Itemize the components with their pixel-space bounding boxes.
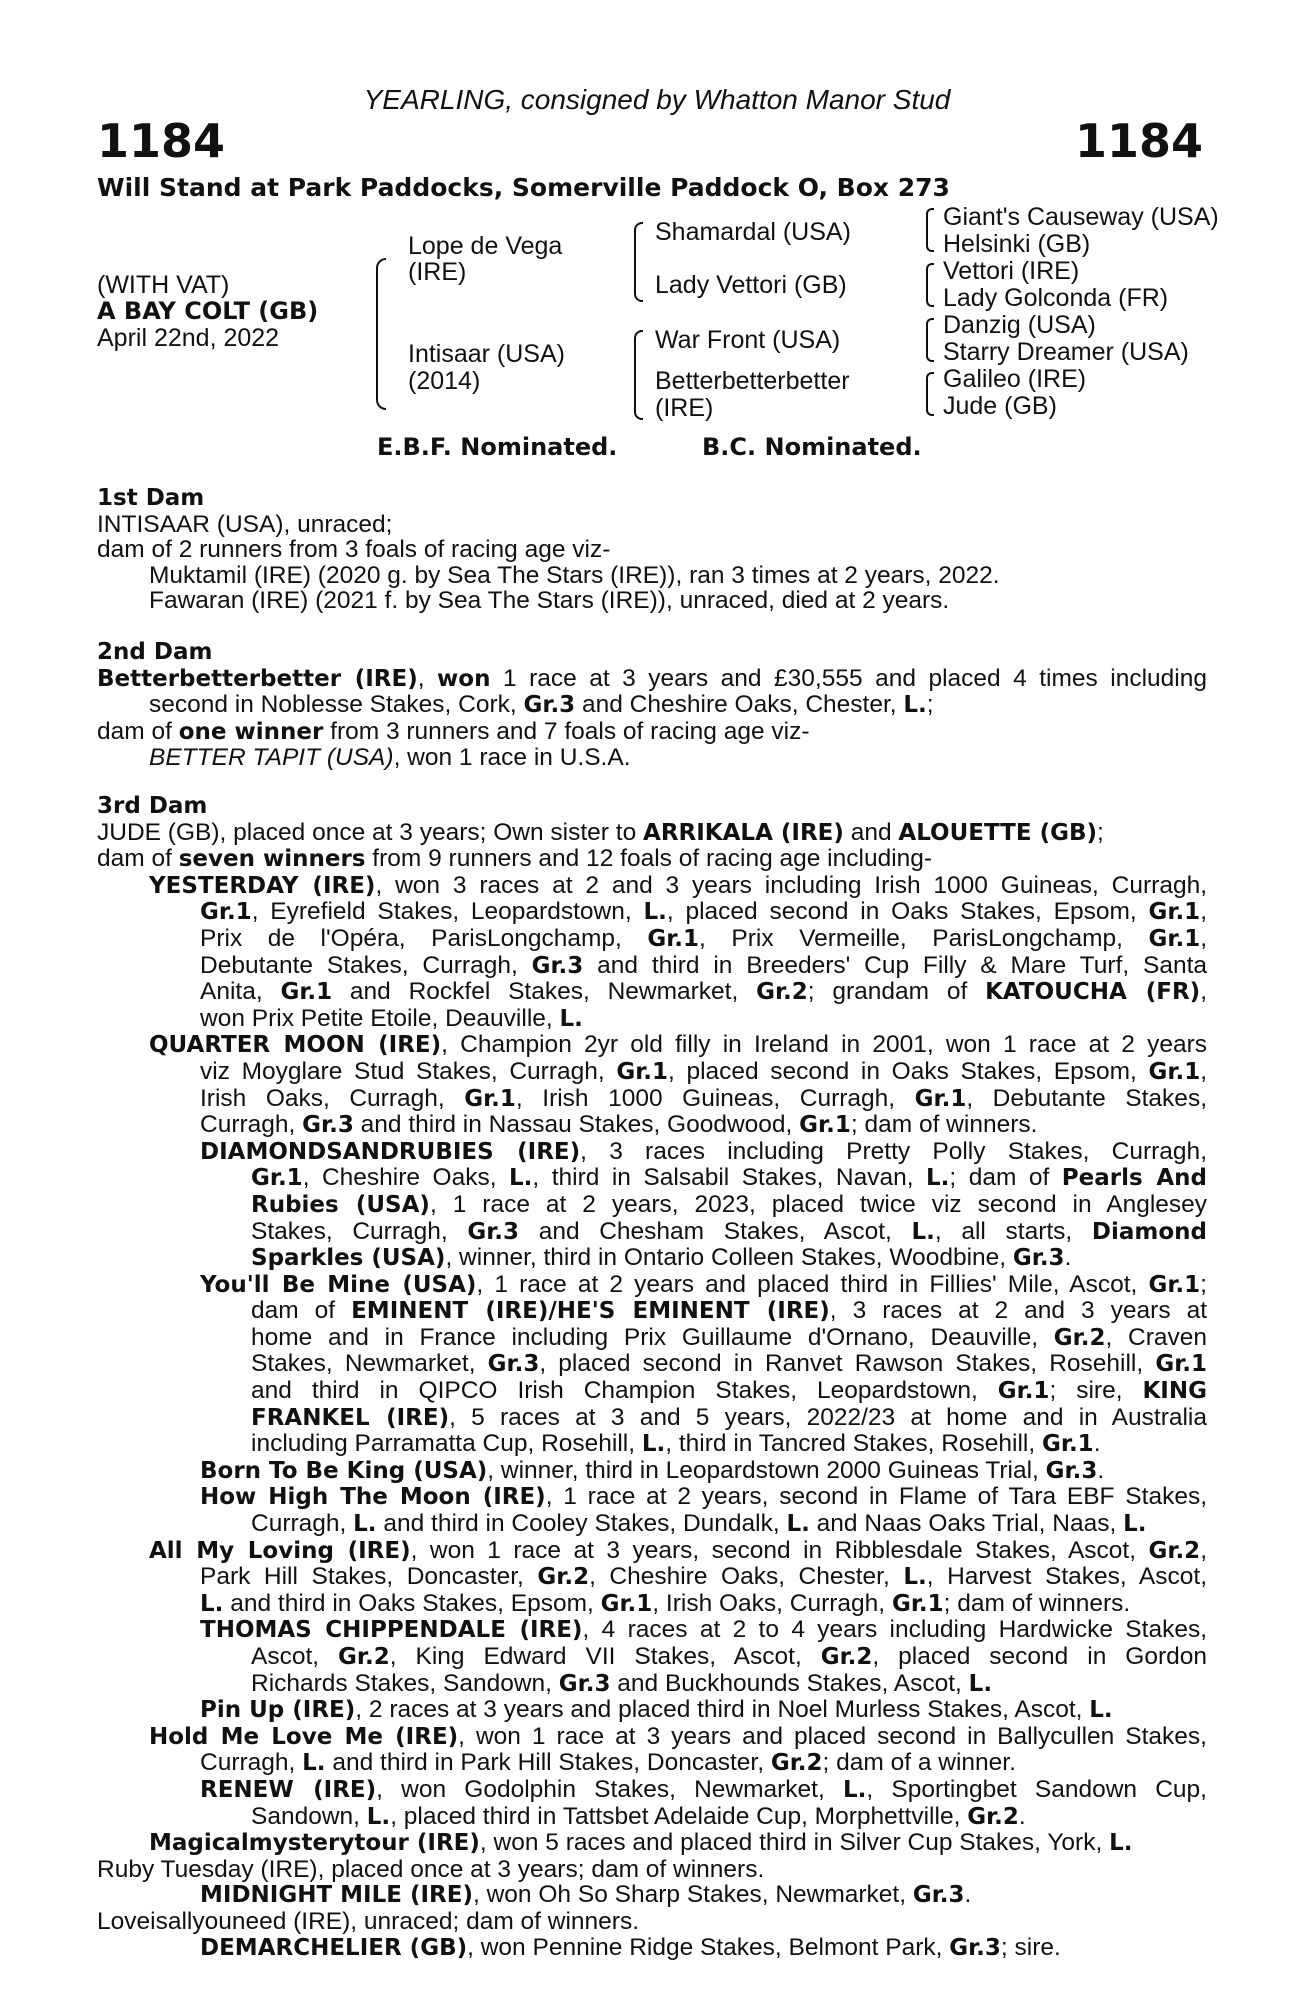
text: , Champion 2yr old filly in Ireland in 2001, won 1 race at 2 years	[441, 1031, 1207, 1059]
produce-entry	[97, 1909, 1207, 1935]
bold-text: How High The Moon (IRE)	[200, 1484, 546, 1511]
stand-location: Will Stand at Park Paddocks, Somerville Paddock O, Box 273	[97, 173, 950, 202]
brace-ds	[926, 318, 934, 362]
second-dam-section	[97, 640, 1207, 771]
text: Loveisallyouneed (IRE), unraced; dam of winners.	[97, 1907, 640, 1935]
sire-origin: (IRE)	[408, 258, 467, 286]
produce-entry-continuation	[97, 1378, 1207, 1405]
produce-entry-continuation	[97, 1511, 1207, 1538]
bold-text: All My Loving (IRE)	[149, 1537, 411, 1564]
bold-text: L.	[926, 1165, 950, 1192]
text: , won 1 race at 3 years and placed second in Ballycullen Stakes,	[458, 1722, 1207, 1750]
text: , Irish Oaks, Curragh,	[652, 1589, 892, 1617]
produce-entry-continuation	[97, 1192, 1207, 1219]
bold-text: Gr.1	[251, 1165, 303, 1192]
bold-text: Gr.1	[1042, 1431, 1094, 1458]
text: and Rockfel Stakes, Newmarket,	[332, 978, 757, 1006]
produce-entry	[97, 1777, 1207, 1804]
bold-text: You'll Be Mine (USA)	[200, 1271, 477, 1298]
bold-text: YESTERDAY (IRE)	[149, 872, 376, 899]
text: ; grandam of	[807, 978, 986, 1006]
text: dam of	[251, 1297, 352, 1325]
bold-text: Gr.3	[531, 952, 584, 979]
text: and Naas Oaks Trial, Naas,	[809, 1510, 1124, 1538]
produce-entry	[97, 1697, 1207, 1724]
second-dam-line: Betterbetterbetter (IRE), won 1 race at 3 years and £30,555 and placed 4 times including	[97, 664, 1207, 692]
text: Stakes, Curragh,	[251, 1217, 468, 1245]
text: , Sportingbet Sandown Cup,	[866, 1775, 1207, 1803]
bold-text: Gr.3	[912, 1882, 965, 1909]
text: , Harvest Stakes, Ascot,	[926, 1563, 1208, 1591]
bold-text: Gr.2	[770, 1750, 823, 1777]
text: including Parramatta Cup, Rosehill,	[251, 1430, 642, 1458]
text: , Eyrefield Stakes, Leopardstown,	[251, 898, 644, 926]
ped-ssd: Helsinki (GB)	[943, 230, 1091, 258]
bold-text: L.	[1123, 1511, 1147, 1538]
second-dam-line: second in Noblesse Stakes, Cork, Gr.3 and Cheshire Oaks, Chester, L.;	[149, 691, 934, 719]
bold-text: L.	[353, 1511, 377, 1538]
second-dam-produce: BETTER TAPIT (USA), won 1 race in U.S.A.	[149, 744, 631, 772]
produce-entry-continuation	[97, 1750, 1207, 1777]
second-dam-heading: 2nd Dam	[97, 639, 213, 665]
text: Curragh,	[251, 1510, 354, 1538]
text: , Cheshire Oaks, Chester,	[589, 1563, 904, 1591]
bold-text: KING	[1142, 1378, 1207, 1405]
text: ; sire.	[1000, 1933, 1061, 1961]
text: Curragh,	[200, 1749, 303, 1777]
produce-entry-continuation	[97, 1219, 1207, 1246]
bold-text: Gr.1	[1148, 1058, 1201, 1085]
text: , 1 race at 2 years and placed third in Fillies' Mile, Ascot,	[476, 1270, 1149, 1298]
bc-nomination: B.C. Nominated.	[702, 433, 922, 461]
bold-text: Gr.1	[1148, 925, 1201, 952]
bold-text: L.	[968, 1670, 993, 1697]
ped-sds: Vettori (IRE)	[943, 257, 1080, 285]
text: , won 3 races at 2 and 3 years including Irish 1000 Guineas, Curragh,	[375, 871, 1207, 899]
bold-text: L.	[302, 1750, 326, 1777]
text: Stakes, Newmarket,	[251, 1350, 488, 1378]
produce-entry	[97, 1139, 1207, 1166]
produce-entry	[97, 1724, 1207, 1751]
text: , Cheshire Oaks,	[302, 1164, 509, 1192]
produce-entry-continuation	[97, 979, 1207, 1006]
produce-entry	[97, 1538, 1207, 1565]
produce-entry-continuation	[97, 953, 1207, 980]
text: Ruby Tuesday (IRE), placed once at 3 years; dam of winners.	[97, 1855, 765, 1883]
text: , won 5 races and placed third in Silver Cup Stakes, York,	[479, 1829, 1110, 1857]
text: Ascot,	[251, 1643, 339, 1670]
bold-text: L.	[1089, 1697, 1113, 1724]
produce-entry-continuation	[97, 1325, 1207, 1352]
text: , placed second in Oaks Stakes, Epsom,	[666, 898, 1149, 926]
bold-text: Gr.1	[891, 1590, 944, 1617]
ped-sss: Giant's Causeway (USA)	[943, 203, 1219, 231]
brace-horse	[376, 258, 386, 410]
text: , 1 race at 2 years, second in Flame of Tara EBF Stakes,	[545, 1483, 1208, 1511]
text: ,	[1200, 1536, 1207, 1564]
lot-number-left: 1184	[97, 114, 226, 168]
bold-text: Gr.2	[1148, 1537, 1201, 1564]
bold-text: RENEW (IRE)	[200, 1776, 377, 1803]
bold-text: L.	[1109, 1830, 1133, 1857]
text: ,	[1200, 898, 1207, 926]
ebf-nomination: E.B.F. Nominated.	[377, 433, 618, 461]
text: , 2 races at 3 years and placed third in Noel Murless Stakes, Ascot,	[355, 1696, 1090, 1724]
text: ,	[1200, 1057, 1208, 1085]
text: , all starts,	[934, 1217, 1092, 1245]
text: , Craven	[1105, 1323, 1207, 1351]
sire-name: Lope de Vega	[408, 232, 563, 260]
bold-text: EMINENT (IRE)/HE'S EMINENT (IRE)	[351, 1298, 830, 1325]
text: and Buckhounds Stakes, Ascot,	[610, 1669, 969, 1697]
bold-text: L.	[641, 1431, 666, 1458]
text: and third in Park Hill Stakes, Doncaster,	[325, 1749, 771, 1777]
bold-text: DEMARCHELIER (GB)	[200, 1934, 468, 1961]
consignment-line: YEARLING, consigned by Whatton Manor Stud	[363, 84, 951, 115]
first-dam-line: INTISAAR (USA), unraced;	[97, 510, 393, 538]
text: , Debutante Stakes,	[966, 1084, 1207, 1112]
text: , King Edward VII Stakes, Ascot,	[389, 1643, 821, 1670]
bold-text: Gr.1	[200, 899, 252, 926]
text: Curragh,	[200, 1111, 303, 1139]
bold-text: Gr.3	[949, 1934, 1001, 1961]
bold-text: Gr.2	[537, 1564, 590, 1591]
ped-dds: Galileo (IRE)	[943, 365, 1087, 393]
ped-dsd: Starry Dreamer (USA)	[943, 338, 1189, 366]
text: , won Oh So Sharp Stakes, Newmarket,	[473, 1881, 913, 1909]
bold-text: Pearls And	[1061, 1165, 1208, 1192]
bold-text: Pin Up (IRE)	[200, 1697, 356, 1724]
text: , third in Salsabil Stakes, Navan,	[532, 1164, 926, 1192]
text: and third in QIPCO Irish Champion Stakes, Leopardstown,	[251, 1377, 998, 1405]
bold-text: Gr.1	[647, 925, 700, 952]
first-dam-produce: Fawaran (IRE) (2021 f. by Sea The Stars (IRE)), unraced, died at 2 years.	[149, 587, 950, 615]
text: , won Pennine Ridge Stakes, Belmont Park,	[467, 1933, 950, 1961]
first-dam-section	[97, 486, 1207, 614]
text: , Irish 1000 Guineas, Curragh,	[515, 1084, 915, 1112]
text: Park Hill Stakes, Doncaster,	[200, 1563, 538, 1591]
text: , winner, third in Leopardstown 2000 Guineas Trial,	[487, 1456, 1046, 1484]
third-dam-line: JUDE (GB), placed once at 3 years; Own sister to ARRIKALA (IRE) and ALOUETTE (GB);	[97, 818, 1104, 846]
third-dam-section	[97, 794, 1207, 1961]
text: ,	[1200, 924, 1208, 952]
produce-entry-continuation	[97, 1086, 1207, 1113]
ped-sdd: Lady Golconda (FR)	[943, 284, 1169, 312]
first-dam-produce: Muktamil (IRE) (2020 g. by Sea The Stars (IRE)), ran 3 times at 2 years, 2022.	[149, 561, 1000, 589]
bold-text: L.	[911, 1218, 935, 1245]
bold-text: Gr.1	[1148, 899, 1201, 926]
bold-text: Gr.2	[820, 1644, 873, 1670]
text: .	[964, 1881, 972, 1909]
text: won Prix Petite Etoile, Deauville,	[200, 1004, 560, 1032]
bold-text: Gr.3	[487, 1351, 540, 1378]
produce-entry	[97, 1272, 1207, 1299]
text: , placed second in Gordon	[872, 1643, 1207, 1670]
text: ; dam of a winner.	[822, 1749, 1016, 1777]
produce-entry	[97, 1882, 1207, 1909]
third-dam-heading: 3rd Dam	[97, 793, 208, 819]
text: , placed second in Oaks Stakes, Epsom,	[668, 1057, 1149, 1085]
bold-text: Gr.1	[997, 1378, 1050, 1405]
bold-text: Gr.2	[756, 979, 808, 1006]
dam-dam-name: Betterbetterbetter	[655, 367, 850, 395]
bold-text: Gr.3	[558, 1670, 611, 1697]
bold-text: FRANKEL (IRE)	[251, 1404, 450, 1431]
bold-text: Gr.1	[464, 1085, 516, 1112]
bold-text: Hold Me Love Me (IRE)	[149, 1723, 459, 1750]
bold-text: Gr.3	[1045, 1457, 1098, 1484]
text: , placed second in Ranvet Rawson Stakes, Rosehill,	[539, 1350, 1156, 1378]
text: Debutante Stakes, Curragh,	[200, 951, 532, 979]
produce-entry-continuation	[97, 1644, 1207, 1671]
produce-entry-continuation	[97, 1564, 1207, 1591]
produce-entry	[97, 1857, 1207, 1883]
produce-entry	[97, 1830, 1207, 1857]
second-dam-line: dam of one winner from 3 runners and 7 foals of racing age viz-	[97, 717, 810, 745]
bold-text: L.	[559, 1005, 583, 1032]
brace-sire	[634, 222, 643, 302]
text: .	[1064, 1244, 1072, 1272]
bold-text: Gr.1	[280, 979, 333, 1006]
foaling-date: April 22nd, 2022	[97, 324, 280, 352]
bold-text: L.	[366, 1803, 391, 1830]
text: ; dam of winners.	[943, 1589, 1131, 1617]
text: .	[1097, 1456, 1105, 1484]
text: , Prix Vermeille, ParisLongchamp,	[699, 924, 1149, 952]
produce-entry	[97, 1935, 1207, 1962]
text: Anita,	[200, 978, 281, 1006]
text: home and in France including Prix Guillaume d'Ornano, Deauville,	[251, 1323, 1054, 1351]
text: ;	[1200, 1270, 1207, 1298]
text: Sandown,	[251, 1802, 367, 1830]
bold-text: L.	[200, 1590, 224, 1617]
bold-text: Rubies (USA)	[251, 1191, 430, 1218]
text: ; dam of winners.	[850, 1111, 1038, 1139]
produce-entry-continuation	[97, 926, 1207, 953]
bold-text: Gr.2	[1053, 1324, 1106, 1351]
text: ,	[1200, 978, 1207, 1006]
bold-text: THOMAS CHIPPENDALE (IRE)	[200, 1617, 583, 1644]
brace-dam	[634, 330, 643, 420]
bold-text: Gr.1	[799, 1112, 851, 1139]
dam-sire: War Front (USA)	[655, 326, 841, 354]
dam-dam-origin: (IRE)	[655, 394, 714, 422]
text: and third in Cooley Stakes, Dundalk,	[376, 1510, 787, 1538]
produce-entry	[97, 1032, 1207, 1059]
lot-number-right: 1184	[1074, 114, 1203, 168]
text: ; sire,	[1049, 1377, 1143, 1405]
produce-entry-continuation	[97, 1804, 1207, 1831]
produce-entry-continuation	[97, 1112, 1207, 1139]
bold-text: Magicalmysterytour (IRE)	[149, 1830, 480, 1857]
bold-text: L.	[643, 899, 667, 926]
text: .	[1018, 1802, 1026, 1830]
text: , 5 races at 3 and 5 years, 2022/23 at home and in Australia	[449, 1403, 1208, 1431]
produce-entry	[97, 1484, 1207, 1511]
text: , winner, third in Ontario Colleen Stakes, Woodbine,	[445, 1244, 1013, 1272]
bold-text: Gr.3	[467, 1218, 520, 1245]
bold-text: MIDNIGHT MILE (IRE)	[200, 1882, 473, 1909]
produce-entry	[97, 1458, 1207, 1485]
produce-entry-continuation	[97, 1059, 1207, 1086]
vat-note: (WITH VAT)	[97, 271, 230, 299]
text: , 3 races at 2 and 3 years at	[829, 1297, 1208, 1325]
produce-entry	[97, 873, 1207, 900]
ped-dss: Danzig (USA)	[943, 311, 1096, 339]
first-dam-line: dam of 2 runners from 3 foals of racing age viz-	[97, 536, 611, 564]
ped-ddd: Jude (GB)	[943, 392, 1057, 420]
text: Irish Oaks, Curragh,	[200, 1084, 465, 1112]
produce-entry-continuation	[97, 1245, 1207, 1272]
dam-year: (2014)	[408, 367, 481, 395]
horse-name: A BAY COLT (GB)	[97, 297, 319, 325]
sire-dam: Lady Vettori (GB)	[655, 271, 847, 299]
bold-text: L.	[903, 1564, 927, 1591]
text: and third in Oaks Stakes, Epsom,	[223, 1589, 601, 1617]
text: and third in Breeders' Cup Filly & Mare Turf, Santa	[583, 951, 1207, 979]
produce-entry-continuation	[97, 1165, 1207, 1192]
produce-entry-continuation	[97, 1351, 1207, 1378]
text: Richards Stakes, Sandown,	[251, 1669, 559, 1697]
text: , 4 races at 2 to 4 years including Hardwicke Stakes,	[582, 1616, 1207, 1644]
text: .	[1093, 1430, 1101, 1458]
produce-entry-continuation	[97, 1298, 1207, 1325]
first-dam-heading: 1st Dam	[97, 485, 205, 511]
text: Prix de l'Opéra, ParisLongchamp,	[200, 924, 648, 952]
produce-list	[97, 873, 1207, 1961]
bold-text: QUARTER MOON (IRE)	[149, 1032, 442, 1059]
produce-entry-continuation	[97, 1671, 1207, 1698]
produce-entry	[97, 1617, 1207, 1644]
bold-text: Born To Be King (USA)	[200, 1457, 488, 1484]
brace-dd	[926, 372, 934, 416]
bold-text: L.	[786, 1511, 810, 1538]
text: ; dam of	[949, 1164, 1062, 1192]
produce-entry-continuation	[97, 1006, 1207, 1033]
bold-text: Gr.1	[1155, 1351, 1207, 1378]
bold-text: L.	[842, 1776, 867, 1803]
bold-text: DIAMONDSANDRUBIES (IRE)	[200, 1138, 581, 1165]
bold-text: Gr.1	[616, 1058, 669, 1085]
produce-entry-continuation	[97, 1591, 1207, 1618]
sire-sire: Shamardal (USA)	[655, 218, 851, 246]
bold-text: Gr.2	[967, 1803, 1019, 1830]
produce-entry-continuation	[97, 899, 1207, 926]
bold-text: KATOUCHA (FR)	[985, 979, 1201, 1006]
text: , placed third in Tattsbet Adelaide Cup, Morphettville,	[390, 1802, 968, 1830]
produce-entry-continuation	[97, 1405, 1207, 1432]
bold-text: Gr.2	[338, 1644, 390, 1670]
produce-entry-continuation	[97, 1431, 1207, 1458]
bold-text: Gr.3	[1012, 1245, 1065, 1272]
text: viz Moyglare Stud Stakes, Curragh,	[200, 1057, 617, 1085]
brace-sd	[926, 263, 934, 307]
bold-text: Sparkles (USA)	[251, 1245, 446, 1272]
bold-text: Gr.1	[600, 1590, 653, 1617]
third-dam-line: dam of seven winners from 9 runners and 12 foals of racing age including-	[97, 845, 933, 873]
text: , 3 races including Pretty Polly Stakes, Curragh,	[580, 1137, 1207, 1165]
bold-text: Gr.3	[302, 1112, 354, 1139]
bold-text: Gr.1	[1148, 1271, 1201, 1298]
brace-ss	[926, 208, 934, 252]
text: , won 1 race at 3 years, second in Ribblesdale Stakes, Ascot,	[410, 1536, 1149, 1564]
text: and third in Nassau Stakes, Goodwood,	[353, 1111, 800, 1139]
text: , won Godolphin Stakes, Newmarket,	[376, 1775, 843, 1803]
bold-text: L.	[509, 1165, 533, 1192]
dam-name: Intisaar (USA)	[408, 340, 565, 368]
text: , third in Tancred Stakes, Rosehill,	[665, 1430, 1042, 1458]
bold-text: Gr.1	[914, 1085, 967, 1112]
bold-text: Diamond	[1091, 1218, 1207, 1245]
text: and Chesham Stakes, Ascot,	[519, 1217, 912, 1245]
text: , 1 race at 2 years, 2023, placed twice viz second in Anglesey	[429, 1190, 1208, 1218]
